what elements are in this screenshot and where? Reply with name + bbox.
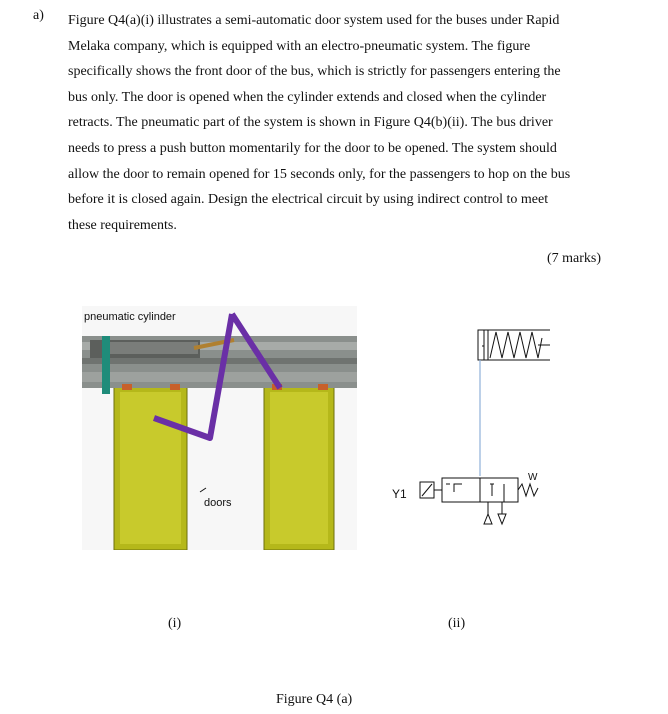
figure-i-caption: (i) (168, 616, 182, 631)
question-line: specifically shows the front door of the bus, which is strictly for passengers entering the (68, 64, 561, 80)
question-line: before it is closed again. Design the electrical circuit by using indirect control to meet (68, 192, 549, 208)
question-line: Melaka company, which is equipped with an electro-pneumatic system. The figure (68, 38, 531, 54)
figure-ii-caption: (ii) (448, 616, 466, 631)
question-label: a) (33, 8, 44, 23)
marks-label: (7 marks) (546, 251, 601, 266)
question-line: needs to press a push button momentarily for the door to be opened. The system should (68, 140, 557, 156)
pneumatic-cylinder-label: pneumatic cylinder (84, 311, 176, 323)
question-text (68, 8, 602, 238)
solenoid-label: Y1 (392, 487, 407, 501)
door-mechanism-figure (82, 306, 357, 550)
doors-label: doors (204, 497, 232, 509)
question-line: bus only. The door is opened when the cylinder extends and closed when the cylinder (68, 89, 547, 105)
spring-label: W (528, 472, 538, 483)
pneumatic-circuit-figure (370, 318, 550, 538)
figure-caption: Figure Q4 (a) (276, 692, 353, 707)
question-line: retracts. The pneumatic part of the system is shown in Figure Q4(b)(ii). The bus driver (68, 115, 553, 131)
question-line: allow the door to remain opened for 15 seconds only, for the passengers to hop on the bus (68, 166, 571, 182)
question-line: Figure Q4(a)(i) illustrates a semi-automatic door system used for the buses under Rapid (68, 13, 560, 28)
question-line: these requirements. (68, 217, 177, 233)
